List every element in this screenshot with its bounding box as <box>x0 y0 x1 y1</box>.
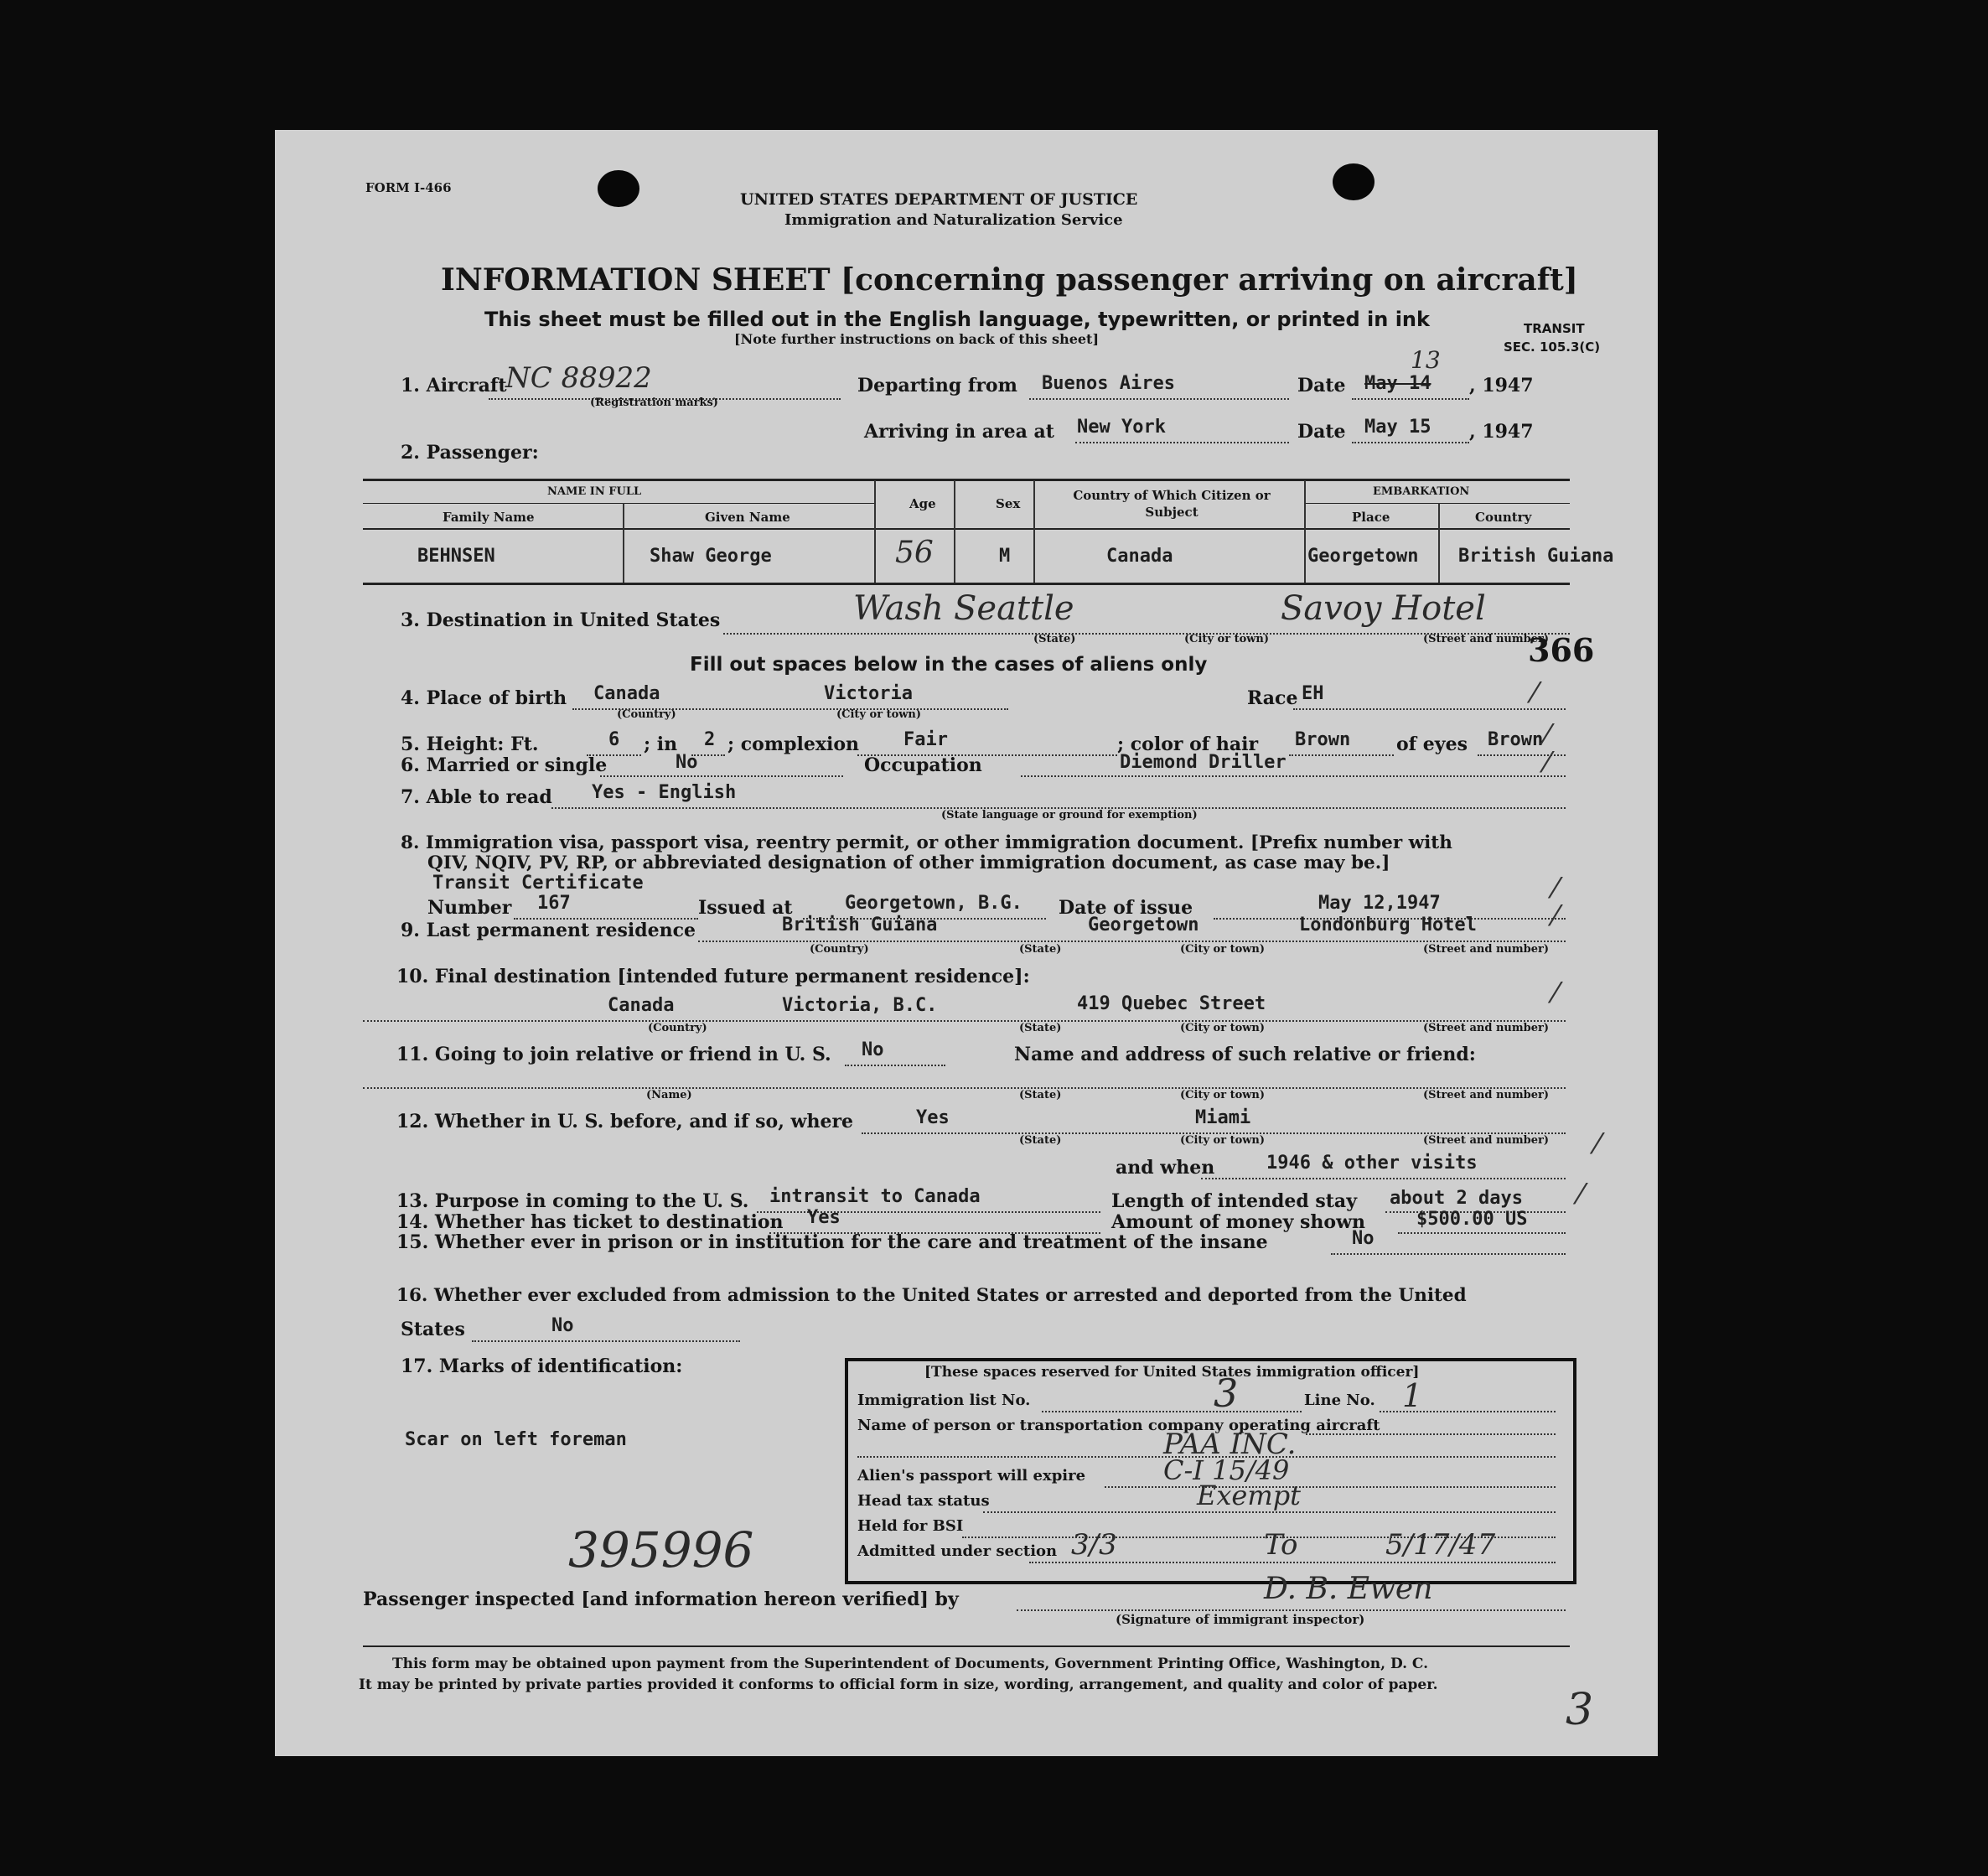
inspector-signature: D. B. Ewen <box>1264 1572 1433 1606</box>
footer-line-2: It may be printed by private parties provided it conforms to official form in size, wording, arrangement, and quality and color of paper. <box>359 1676 1438 1693</box>
final-city: Victoria, B.C. <box>782 995 938 1016</box>
residence-state-caption: (State) <box>1019 943 1062 956</box>
final-city-caption: (City or town) <box>1180 1022 1266 1034</box>
passport-expiry-value: C-I 15/49 <box>1163 1454 1290 1486</box>
residence-city: Georgetown <box>1088 915 1199 935</box>
height-inches: 2 <box>704 729 716 750</box>
birth-label: 4. Place of birth <box>401 687 567 709</box>
age-header: Age <box>909 496 936 511</box>
name-in-full-header: NAME IN FULL <box>547 485 642 498</box>
arriving-city: New York <box>1077 417 1166 438</box>
passport-expiry-label: Alien's passport will expire <box>857 1467 1086 1485</box>
signature-caption: (Signature of immigrant inspector) <box>1116 1612 1365 1627</box>
back-note: [Note further instructions on back of this sheet] <box>734 331 1100 347</box>
inspection-label: Passenger inspected [and information hereon verified] by <box>363 1588 959 1610</box>
arrival-date: May 15 <box>1364 417 1431 438</box>
line-number: 1 <box>1402 1377 1423 1414</box>
embarkation-header: EMBARKATION <box>1373 485 1470 498</box>
departure-year: , 1947 <box>1469 375 1534 396</box>
read-label: 7. Able to read <box>401 786 552 808</box>
marital-value: No <box>676 752 698 773</box>
stay-label: Length of intended stay <box>1111 1190 1357 1212</box>
line-number-label: Line No. <box>1304 1391 1375 1409</box>
destination-state-caption: (State) <box>1033 633 1076 645</box>
read-caption: (State language or ground for exemption) <box>941 809 1198 821</box>
join-name-caption: (Name) <box>646 1089 692 1101</box>
department-name: UNITED STATES DEPARTMENT OF JUSTICE <box>740 190 1138 209</box>
admitted-section-label: Admitted under section <box>857 1542 1058 1560</box>
embark-country-value: British Guiana <box>1458 546 1614 567</box>
eyes-label: of eyes <box>1396 733 1468 755</box>
arriving-label: Arriving in area at <box>864 421 1054 443</box>
birth-city-caption: (City or town) <box>836 708 922 721</box>
birth-city: Victoria <box>824 683 913 704</box>
embark-place-header: Place <box>1352 510 1390 525</box>
final-country-caption: (Country) <box>648 1022 707 1034</box>
residence-label: 9. Last permanent residence <box>401 920 696 941</box>
join-label: 11. Going to join relative or friend in U. S. <box>396 1044 831 1065</box>
marital-label: 6. Married or single <box>401 754 608 776</box>
family-name-value: BEHNSEN <box>417 546 495 567</box>
immigration-list-number: 3 <box>1214 1371 1239 1416</box>
sex-header: Sex <box>996 496 1021 511</box>
document-number-label: Number <box>427 897 512 919</box>
check-mark-icon: ⁄ <box>1553 977 1558 1010</box>
prison-value: No <box>1352 1228 1375 1249</box>
occupation-value: Diemond Driller <box>1120 752 1287 773</box>
document-number: 167 <box>537 893 571 914</box>
form-id: FORM I-466 <box>365 180 452 195</box>
final-street: 419 Quebec Street <box>1077 993 1266 1014</box>
document-label-line1: 8. Immigration visa, passport visa, reentry permit, or other immigration document. [Prefix number with <box>401 832 1452 853</box>
previous-visit-value: Yes <box>916 1107 950 1128</box>
departure-date-label: Date <box>1297 375 1346 396</box>
ticket-value: Yes <box>807 1207 841 1228</box>
join-city-caption: (City or town) <box>1180 1089 1266 1101</box>
aircraft-label: 1. Aircraft <box>401 375 507 396</box>
destination-city: Seattle <box>954 589 1074 628</box>
admitted-date: 5/17/47 <box>1385 1528 1496 1562</box>
residence-country: British Guiana <box>782 915 938 935</box>
hair-label: ; color of hair <box>1117 733 1259 755</box>
page-title: INFORMATION SHEET [concerning passenger arriving on aircraft] <box>441 262 1578 298</box>
stay-value: about 2 days <box>1390 1188 1523 1209</box>
service-name: Immigration and Naturalization Service <box>784 211 1123 229</box>
complexion-value: Fair <box>903 729 948 750</box>
date-of-issue-label: Date of issue <box>1059 897 1193 919</box>
join-state-caption: (State) <box>1019 1089 1062 1101</box>
arrival-date-label: Date <box>1297 421 1346 443</box>
destination-label: 3. Destination in United States <box>401 609 721 631</box>
visit-state-caption: (State) <box>1019 1134 1062 1147</box>
punch-hole-right <box>1333 163 1375 200</box>
eyes-value: Brown <box>1488 729 1544 750</box>
company-label: Name of person or transportation company operating aircraft <box>857 1417 1380 1434</box>
final-destination-label: 10. Final destination [intended future permanent residence]: <box>396 966 1030 987</box>
given-name-value: Shaw George <box>650 546 772 567</box>
ink-instruction: This sheet must be filled out in the English language, typewritten, or printed in ink <box>484 308 1430 331</box>
head-tax-label: Head tax status <box>857 1492 990 1510</box>
check-mark-icon: ⁄ <box>1545 746 1550 780</box>
complexion-label: ; complexion <box>727 733 860 755</box>
departure-date-correction: 13 <box>1411 346 1441 374</box>
family-name-header: Family Name <box>443 510 535 525</box>
departing-city: Buenos Aires <box>1042 373 1175 394</box>
join-value: No <box>862 1039 884 1060</box>
relative-address-label: Name and address of such relative or friend: <box>1014 1044 1476 1065</box>
file-number: 395996 <box>568 1521 754 1578</box>
birth-country-caption: (Country) <box>617 708 676 721</box>
race-label: Race <box>1247 687 1298 709</box>
birth-country: Canada <box>593 683 660 704</box>
information-sheet <box>275 130 1658 1756</box>
issued-at-label: Issued at <box>698 897 793 919</box>
passenger-label: 2. Passenger: <box>401 442 539 464</box>
section-stamp: SEC. 105.3(C) <box>1504 339 1601 355</box>
destination-street-caption: (Street and number) <box>1423 633 1549 645</box>
document-label-line2: QIV, NQIV, PV, RP, or abbreviated designation of other immigration document, as case may be.] <box>427 852 1390 873</box>
check-mark-icon: ⁄ <box>1553 899 1558 933</box>
excluded-label-line2: States <box>401 1319 465 1340</box>
footer-line-1: This form may be obtained upon payment from the Superintendent of Documents, Government Printing Office, Washington, D. C. <box>392 1656 1429 1672</box>
check-mark-icon: ⁄ <box>1545 718 1550 752</box>
read-value: Yes - English <box>592 782 737 803</box>
destination-city-caption: (City or town) <box>1184 633 1270 645</box>
company-value: PAA INC. <box>1163 1428 1297 1461</box>
embark-place-value: Georgetown <box>1307 546 1419 567</box>
destination-street: Savoy Hotel <box>1281 589 1486 628</box>
ticket-label: 14. Whether has ticket to destination <box>396 1211 784 1233</box>
prison-label: 15. Whether ever in prison or in institution for the care and treatment of the insane <box>396 1231 1268 1253</box>
purpose-label: 13. Purpose in coming to the U. S. <box>396 1190 749 1212</box>
check-mark-icon: ⁄ <box>1532 676 1537 710</box>
purpose-value: intransit to Canada <box>769 1186 981 1207</box>
registration-caption: (Registration marks) <box>590 396 718 409</box>
final-state-caption: (State) <box>1019 1022 1062 1034</box>
given-name-header: Given Name <box>705 510 790 525</box>
previous-visit-label: 12. Whether in U. S. before, and if so, where <box>396 1111 854 1132</box>
height-feet: 6 <box>608 729 620 750</box>
officer-box-heading: [These spaces reserved for United States immigration officer] <box>924 1364 1420 1381</box>
occupation-label: Occupation <box>864 754 982 776</box>
transit-stamp: TRANSIT <box>1524 321 1585 336</box>
page-mark: 3 <box>1566 1685 1594 1735</box>
excluded-label-line1: 16. Whether ever excluded from admission to the United States or arrested and deported from the United <box>396 1285 1467 1306</box>
money-value: $500.00 US <box>1416 1209 1528 1230</box>
inches-label: ; in <box>644 733 678 755</box>
previous-visit-city: Miami <box>1195 1107 1251 1128</box>
when-label: and when <box>1116 1157 1215 1179</box>
marks-label: 17. Marks of identification: <box>401 1355 683 1377</box>
race-value: EH <box>1302 683 1324 704</box>
check-mark-icon: ⁄ <box>1578 1178 1583 1211</box>
residence-country-caption: (Country) <box>810 943 869 956</box>
punch-hole-left <box>598 170 639 207</box>
marks-value: Scar on left foreman <box>405 1429 627 1450</box>
excluded-value: No <box>551 1315 574 1336</box>
aircraft-registration: NC 88922 <box>505 361 652 395</box>
immigration-list-label: Immigration list No. <box>857 1391 1031 1409</box>
residence-street-caption: (Street and number) <box>1423 943 1549 956</box>
sex-value: M <box>999 546 1011 567</box>
arrival-year: , 1947 <box>1469 421 1534 443</box>
residence-street: Londonburg Hotel <box>1299 915 1477 935</box>
height-label: 5. Height: Ft. <box>401 733 539 755</box>
held-for-bsi-label: Held for BSI <box>857 1517 964 1535</box>
join-street-caption: (Street and number) <box>1423 1089 1549 1101</box>
age-value: 56 <box>895 536 934 570</box>
when-value: 1946 & other visits <box>1266 1153 1478 1174</box>
issued-at-value: Georgetown, B.G. <box>845 893 1022 914</box>
residence-city-caption: (City or town) <box>1180 943 1266 956</box>
date-of-issue-value: May 12,1947 <box>1318 893 1441 914</box>
departing-label: Departing from <box>857 375 1017 396</box>
final-country: Canada <box>608 995 675 1016</box>
embark-country-header: Country <box>1475 510 1532 525</box>
hair-value: Brown <box>1295 729 1351 750</box>
destination-state: Wash <box>853 589 944 628</box>
money-label: Amount of money shown <box>1111 1211 1366 1233</box>
document-type: Transit Certificate <box>432 873 644 894</box>
head-tax-value: Exempt <box>1197 1480 1302 1511</box>
check-mark-icon: ⁄ <box>1553 872 1558 905</box>
citizenship-header: Country of Which Citizen or Subject <box>1073 488 1271 520</box>
admitted-section-value: 3/3 <box>1071 1528 1117 1562</box>
visit-street-caption: (Street and number) <box>1423 1134 1549 1147</box>
aliens-heading: Fill out spaces below in the cases of aliens only <box>690 654 1208 676</box>
check-mark-icon: ⁄ <box>1595 1127 1600 1161</box>
stamp-number: 366 <box>1528 631 1595 669</box>
admitted-to: To <box>1264 1528 1298 1562</box>
departure-date: May 14 <box>1364 373 1431 394</box>
citizenship-value: Canada <box>1106 546 1173 567</box>
final-street-caption: (Street and number) <box>1423 1022 1549 1034</box>
visit-city-caption: (City or town) <box>1180 1134 1266 1147</box>
